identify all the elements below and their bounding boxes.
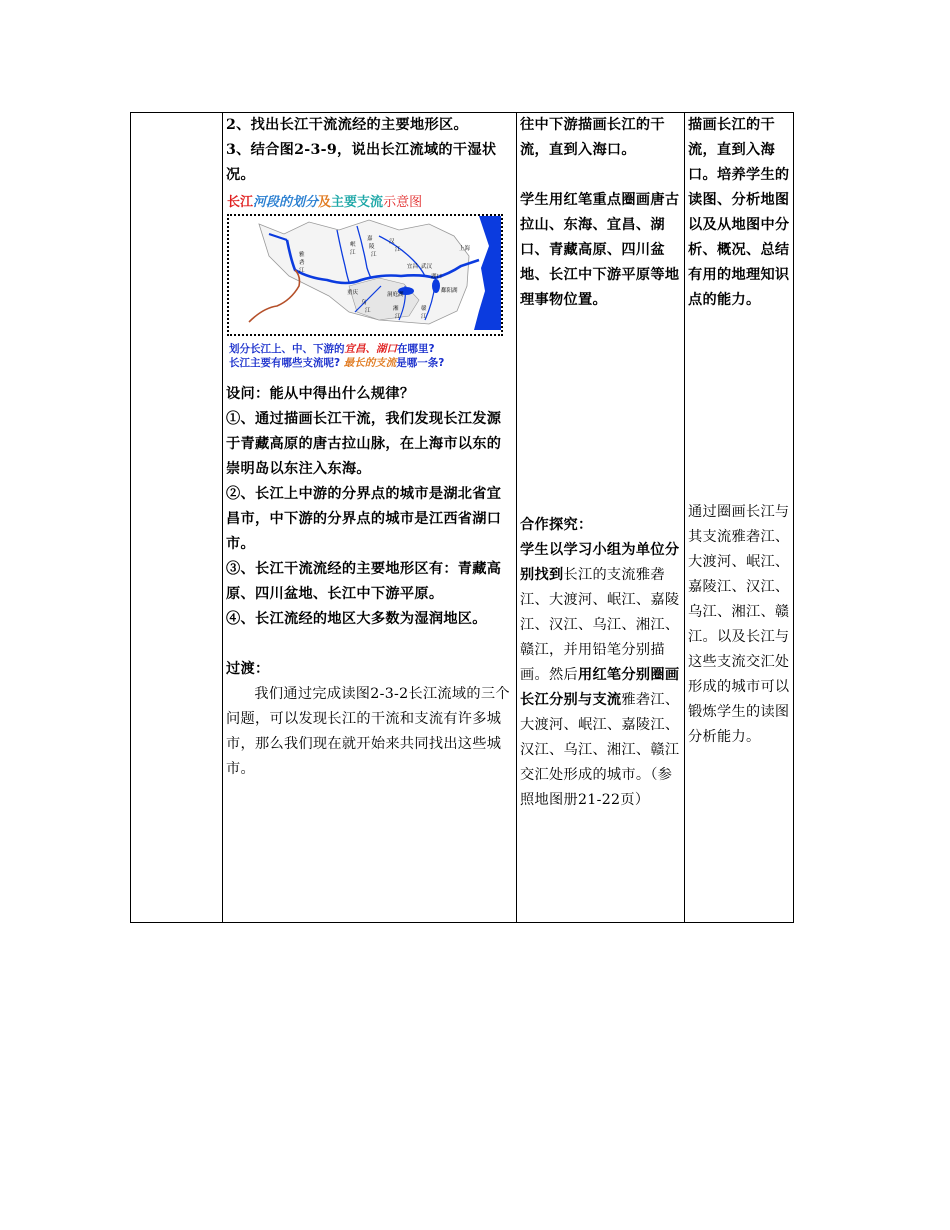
intent-2: 通过圈画长江与其支流雅砻江、大渡河、岷江、嘉陵江、汉江、乌江、湘江、赣江。以及长江与这些支流交汇处形成的城市可以锻炼学生的读图分析能力。 bbox=[688, 504, 790, 745]
title-part-c: 及 bbox=[318, 195, 332, 210]
question-prompt: 设问：能从中得出什么规律？ bbox=[226, 386, 415, 402]
design-intent-cell bbox=[685, 113, 794, 923]
label-dongting: 洞庭湖 bbox=[387, 292, 404, 298]
label-xiang: 湘 bbox=[393, 306, 399, 312]
label-xiang-2: 江 bbox=[395, 314, 401, 320]
label-gan: 赣 bbox=[421, 306, 427, 312]
label-min: 岷 bbox=[350, 242, 356, 248]
label-han: 汉 bbox=[389, 239, 395, 245]
label-ling: 陵 bbox=[369, 244, 375, 250]
activity-3: 学生以学习小组为单位分别找到长江的支流雅砻江、大渡河、岷江、嘉陵江、汉江、乌江、湘江、赣江，并用铅笔分别描画。然后用红笔分别圈画长江分别与支流雅砻江、大渡河、岷江、嘉陵江、汉江、乌江、湘江、赣江交汇处形成的城市。（参照地图册21-22页） bbox=[520, 542, 680, 808]
label-gan-2: 江 bbox=[421, 314, 427, 320]
lesson-table bbox=[130, 112, 794, 923]
title-part-b: 河段的划分 bbox=[253, 195, 319, 210]
label-jiang: 江 bbox=[371, 252, 377, 258]
intent-1: 描画长江的干流，直到入海口。培养学生的读图、分析地图以及从地图中分析、概况、总结有用的地理知识点的能力。 bbox=[688, 117, 790, 308]
label-jia: 嘉 bbox=[367, 236, 373, 242]
label-shanghai: 上海 bbox=[459, 246, 471, 252]
yangtze-map bbox=[227, 214, 503, 336]
transition-text: 我们通过完成读图2-3-2长江流域的三个问题，可以发现长江的干流和支流有许多城市，那么我们现在就开始来共同找出这些城市。 bbox=[226, 686, 510, 777]
figure-questions bbox=[227, 342, 503, 370]
finding-3: ③、长江干流流经的主要地形区有：青藏高原、四川盆地、长江中下游平原。 bbox=[226, 561, 502, 602]
yangtze-map-svg bbox=[229, 216, 501, 330]
label-long: 砻 bbox=[299, 260, 305, 266]
figure-question-1: 划分长江上、中、下游的宜昌、湖口在哪里? bbox=[229, 343, 435, 355]
label-wu: 乌 bbox=[361, 300, 367, 306]
title-part-a: 长江 bbox=[227, 195, 254, 210]
label-wuhan: 武汉 bbox=[421, 264, 433, 270]
teaching-content-cell bbox=[223, 113, 517, 923]
label-hukou: 湖口 bbox=[431, 274, 443, 280]
label-yl-jiang: 江 bbox=[299, 268, 305, 274]
transition-label: 过渡： bbox=[226, 661, 270, 677]
label-ya: 雅 bbox=[299, 252, 305, 258]
activity-1: 往中下游描画长江的干流，直到入海口。 bbox=[520, 117, 665, 158]
coop-label: 合作探究： bbox=[520, 517, 593, 533]
figure-question-2: 长江主要有哪些支流呢? 最长的支流是哪一条? bbox=[229, 357, 445, 369]
finding-1: ①、通过描画长江干流，我们发现长江发源于青藏高原的唐古拉山脉，在上海市以东的崇明岛以东注入东海。 bbox=[226, 411, 502, 477]
label-yichang: 宜昌 bbox=[407, 264, 419, 270]
label-wu-2: 江 bbox=[365, 308, 371, 314]
label-min-2: 江 bbox=[350, 250, 356, 256]
empty-cell bbox=[131, 113, 223, 923]
figure-title bbox=[227, 194, 503, 212]
label-chongqing: 重庆 bbox=[347, 290, 359, 296]
title-part-e: 示意图 bbox=[383, 195, 423, 210]
student-activity-cell bbox=[517, 113, 685, 923]
task-2: 2、找出长江干流流经的主要地形区。 bbox=[226, 117, 468, 133]
yangtze-figure bbox=[227, 194, 503, 370]
label-han-2: 江 bbox=[395, 247, 401, 253]
sea bbox=[474, 216, 501, 330]
title-part-d: 主要支流 bbox=[331, 195, 384, 210]
finding-2: ②、长江上中游的分界点的城市是湖北省宜昌市，中下游的分界点的城市是江西省湖口市。 bbox=[226, 486, 502, 552]
task-3: 3、结合图2-3-9，说出长江流域的干湿状况。 bbox=[226, 142, 497, 183]
poyang-lake bbox=[432, 279, 440, 293]
label-poyang: 鄱阳湖 bbox=[441, 288, 458, 294]
activity-2: 学生用红笔重点圈画唐古拉山、东海、宜昌、湖口、青藏高原、四川盆地、长江中下游平原等地理事物位置。 bbox=[520, 192, 680, 308]
finding-4: ④、长江流经的地区大多数为湿润地区。 bbox=[226, 611, 487, 627]
